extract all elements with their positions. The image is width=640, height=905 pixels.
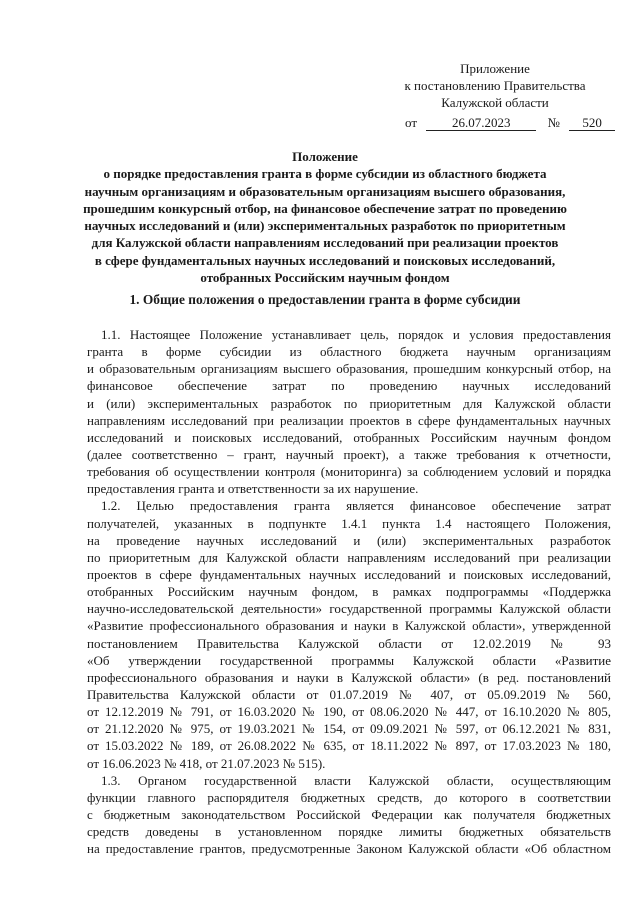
order-date: 26.07.2023 bbox=[426, 116, 536, 131]
title-line: для Калужской области направлениям исследований при реализации проектов bbox=[91, 235, 559, 251]
from-label: от bbox=[405, 115, 418, 130]
paragraph-line: функции главного распорядителя бюджетных средств, до которого в соответствии bbox=[87, 789, 611, 805]
title-line: прошедшим конкурсный отбор, на финансовое обеспечение затрат по проведению bbox=[83, 200, 567, 216]
title-line: в сфере фундаментальных научных исследований и поисковых исследований, bbox=[94, 252, 556, 268]
paragraph-line: от 12.12.2019 № 791, от 16.03.2020 № 190, от 08.06.2020 № 447, от 16.10.2020 № 805, bbox=[87, 704, 611, 720]
paragraph-line: и образовательным организациям высшего образования, прошедшим конкурсный отбор, на bbox=[87, 361, 611, 377]
appendix-title: Приложение bbox=[460, 61, 530, 76]
document-title bbox=[60, 148, 590, 286]
paragraph-line: «Развитие профессионального образования и науки в Калужской области», утвержденной bbox=[87, 618, 611, 634]
title-line: отобранных Российским научным фондом bbox=[200, 270, 450, 286]
section-heading: 1. Общие положения о предоставлении гранта в форме субсидии bbox=[129, 292, 521, 307]
number-label: № bbox=[547, 115, 560, 130]
paragraph-line: и (или) экспериментальных разработок по приоритетным для Калужской области bbox=[87, 395, 611, 411]
paragraph-line: научно-исследовательской деятельности» государственной программы Калужской области bbox=[87, 601, 611, 617]
order-number: 520 bbox=[569, 116, 615, 131]
paragraph-line: отобранных Российским научным фондом, в рамках подпрограммы «Поддержка bbox=[87, 584, 611, 600]
paragraph-line: исследований и поисковых исследований, отобранных Российским научным фондом bbox=[87, 429, 611, 445]
paragraph-line: 1.2. Целью предоставления гранта является финансовое обеспечение затрат bbox=[101, 498, 611, 514]
paragraph-line: на проведение научных исследований и (или) экспериментальных разработок bbox=[87, 532, 611, 548]
paragraph-line: постановлением Правительства Калужской области от 12.02.2019 № 93 bbox=[87, 635, 611, 651]
paragraph-line: проектов в сфере фундаментальных научных исследований и поисковых исследований, bbox=[87, 566, 611, 582]
appendix-region: Калужской области bbox=[441, 95, 549, 110]
paragraph-line: требования об осуществлении контроля (мониторинга) за соблюдением условий и порядка bbox=[87, 464, 611, 480]
paragraph-line: предоставления гранта и ответственности за их нарушение. bbox=[87, 481, 419, 497]
title-line: Положение bbox=[292, 149, 358, 164]
title-line: научных исследований и (или) экспериментальных разработок по приоритетным bbox=[84, 218, 566, 234]
paragraph-line: «Об утверждении государственной программы Калужской области «Развитие bbox=[87, 652, 611, 668]
paragraph-line: с бюджетным законодательством Российской Федерации как получателя бюджетных bbox=[87, 806, 611, 822]
paragraph-line: средств доведены в установленном порядке лимиты бюджетных обязательств bbox=[87, 824, 611, 840]
paragraph-line: финансовое обеспечение затрат по проведению научных исследований bbox=[87, 378, 611, 394]
appendix-block bbox=[380, 60, 610, 111]
appendix-reference: к постановлению Правительства bbox=[404, 78, 586, 93]
paragraph-line: профессионального образования и науки в Калужской области» (в ред. постановлений bbox=[87, 669, 611, 685]
paragraph-line: 1.3. Органом государственной власти Калужской области, осуществляющим bbox=[101, 772, 611, 788]
paragraph-line: получателей, указанных в подпункте 1.4.1 пункта 1.4 настоящего Положения, bbox=[87, 515, 611, 531]
paragraph-line: от 16.06.2023 № 418, от 21.07.2023 № 515). bbox=[87, 755, 326, 771]
paragraph-line: Правительства Калужской области от 01.07.2019 № 407, от 05.09.2019 № 560, bbox=[87, 686, 611, 702]
paragraph-line: от 21.12.2020 № 975, от 19.03.2021 № 154, от 09.09.2021 № 597, от 06.12.2021 № 831, bbox=[87, 721, 611, 737]
paragraph-line: на предоставление грантов, предусмотренные Законом Калужской области «Об областном bbox=[87, 841, 611, 857]
paragraph-line: (далее соответственно – грант, научный проект), а также требования к отчетности, bbox=[87, 446, 611, 462]
paragraph-line: от 15.03.2022 № 189, от 26.08.2022 № 635, от 18.11.2022 № 897, от 17.03.2023 № 180, bbox=[87, 738, 611, 754]
paragraph-line: гранта в форме субсидии из областного бюджета научным организациям bbox=[87, 344, 611, 360]
title-line: научным организациям и образовательным организациям высшего образования, bbox=[84, 183, 566, 199]
paragraph-line: направлениям исследований при реализации проектов в сфере фундаментальных научных bbox=[87, 412, 611, 428]
order-date-number bbox=[405, 114, 615, 131]
paragraph-line: 1.1. Настоящее Положение устанавливает цель, порядок и условия предоставления bbox=[101, 327, 611, 342]
paragraph-line: по приоритетным для Калужской области направлениям исследований при реализации bbox=[87, 549, 611, 565]
title-line: о порядке предоставления гранта в форме субсидии из областного бюджета bbox=[103, 166, 547, 182]
document-body bbox=[87, 326, 611, 857]
